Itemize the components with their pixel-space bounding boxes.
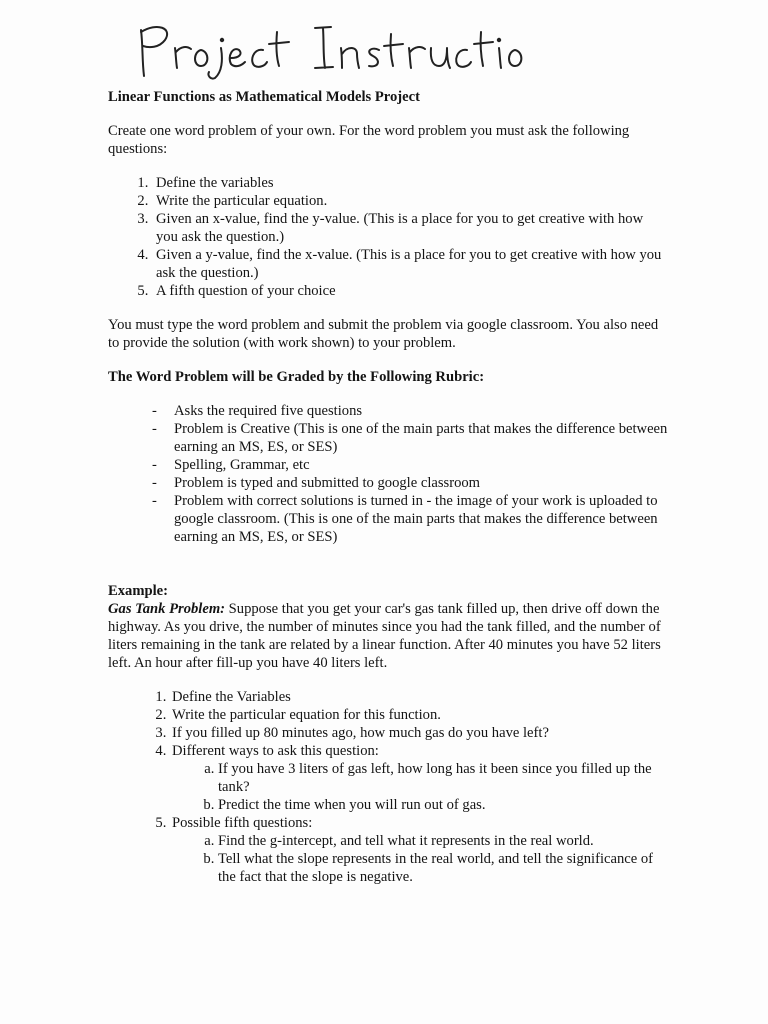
required-questions-list (108, 174, 668, 300)
example-label: Example: (108, 583, 168, 599)
intro-paragraph: Create one word problem of your own. For the word problem you must ask the following questions: (108, 123, 630, 157)
project-title: Linear Functions as Mathematical Models Project (108, 89, 420, 105)
list-item: b. Predict the time when you will run out of gas. (218, 796, 668, 814)
list-item: - Problem with correct solutions is turned in - the image of your work is uploaded to google classroom. (This is one of the main parts that makes the difference between earning an MS, ES, or SES) (152, 492, 668, 546)
example-questions-list (108, 688, 668, 886)
example-paragraph (108, 600, 668, 672)
list-item: a. Find the g-intercept, and tell what it represents in the real world. (218, 832, 668, 850)
list-item: 5. Possible fifth questions: a. Find the g-intercept, and tell what it represents in the real world. b. Tell what the slope represents in the real world, and tell the significance of the fact that the slope is negative. (170, 814, 668, 886)
rubric-list (108, 402, 668, 546)
list-item: - Problem is Creative (This is one of the main parts that makes the difference between earning an MS, ES, or SES) (152, 420, 668, 456)
example-text: Suppose that you get your car's gas tank filled up, then drive off down the highway. As you drive, the number of minutes since you had the tank filled, and the number of liters remaining in the tank are related by a linear function. After 40 minutes you have 52 liters left. An hour after fill-up you have 40 liters left. (108, 601, 661, 671)
list-item: 1. Define the Variables (170, 688, 668, 706)
list-item: b. Tell what the slope represents in the real world, and tell the significance of the fact that the slope is negative. (218, 850, 668, 886)
list-item: 3. Given an x-value, find the y-value. (This is a place for you to get creative with how you ask the question.) (152, 210, 668, 246)
list-item: - Spelling, Grammar, etc (152, 456, 668, 474)
list-item: 4. Different ways to ask this question: a. If you have 3 liters of gas left, how long has it been since you filled up the tank? b. Predict the time when you will run out of gas. (170, 742, 668, 814)
example-q4-sublist (172, 760, 668, 814)
list-item: 5. A fifth question of your choice (152, 282, 668, 300)
list-item: - Asks the required five questions (152, 402, 668, 420)
handwritten-title (135, 18, 535, 80)
list-item: 1. Define the variables (152, 174, 668, 192)
document-body (108, 84, 668, 886)
submission-paragraph: You must type the word problem and submit the problem via google classroom. You also need to provide the solution (with work shown) to your problem. (108, 317, 659, 351)
list-item: 2. Write the particular equation. (152, 192, 668, 210)
list-item: a. If you have 3 liters of gas left, how long has it been since you filled up the tank? (218, 760, 668, 796)
example-title: Gas Tank Problem: (108, 601, 226, 617)
example-q5-sublist (172, 832, 668, 886)
rubric-heading: The Word Problem will be Graded by the Following Rubric: (108, 369, 485, 385)
list-item: 4. Given a y-value, find the x-value. (This is a place for you to get creative with how you ask the question.) (152, 246, 668, 282)
list-item: 3. If you filled up 80 minutes ago, how much gas do you have left? (170, 724, 668, 742)
list-item: - Problem is typed and submitted to google classroom (152, 474, 668, 492)
list-item: 2. Write the particular equation for this function. (170, 706, 668, 724)
